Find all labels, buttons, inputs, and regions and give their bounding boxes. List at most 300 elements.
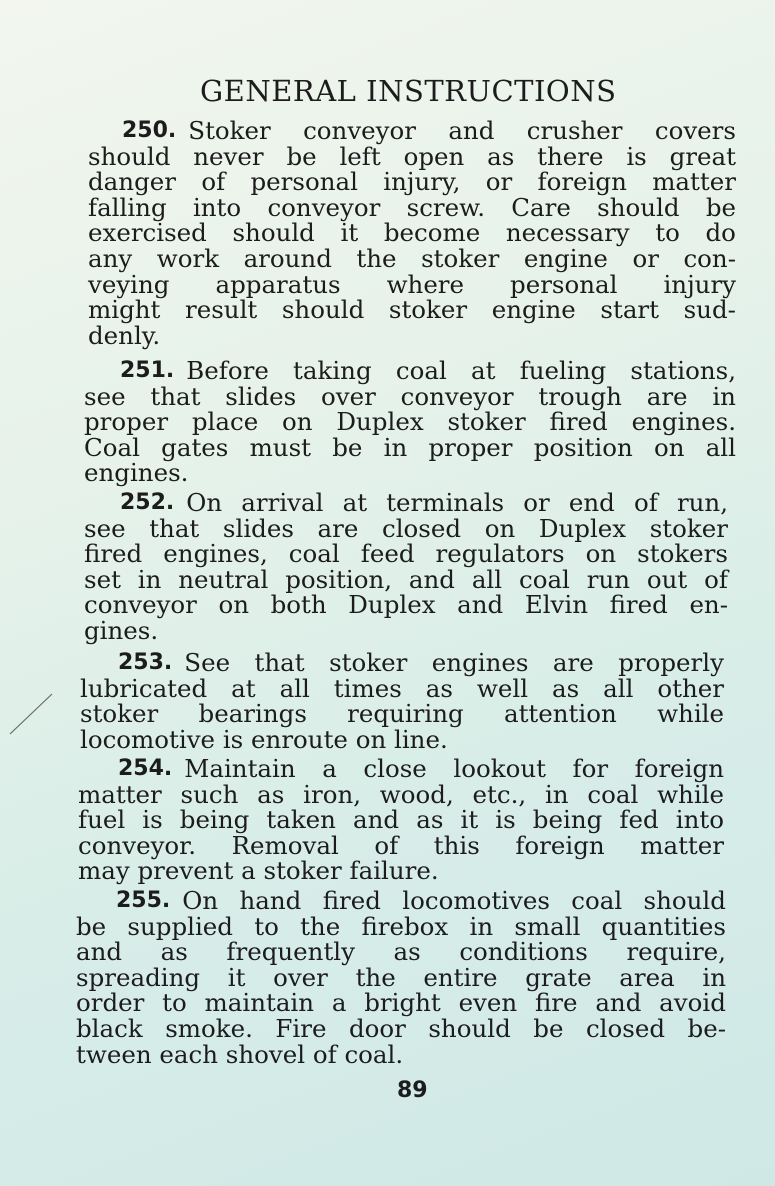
word: stoker (447, 407, 526, 437)
word: screw. (406, 192, 485, 222)
text-run: tween each shovel of coal. (76, 1039, 404, 1069)
word: conveyor (267, 192, 381, 222)
word: work (156, 244, 220, 273)
word: at (471, 356, 496, 385)
word: the (355, 962, 396, 992)
text-run: denly. (88, 320, 161, 350)
word: con- (683, 244, 736, 273)
word: fired (549, 407, 608, 437)
paragraph-number: 255. (116, 888, 171, 913)
word: while (657, 699, 724, 729)
text-run: gines. (84, 616, 159, 645)
word: apparatus (215, 269, 341, 299)
word: and (448, 116, 495, 145)
word: personal (510, 269, 618, 299)
word: danger (88, 167, 176, 197)
text-run (88, 220, 736, 246)
word: sud- (683, 295, 736, 325)
word: covers (654, 116, 736, 145)
word: being (179, 805, 250, 835)
word: it (340, 218, 359, 248)
text-run (88, 246, 736, 272)
word: are (552, 648, 594, 677)
word: Duplex (348, 590, 436, 620)
word: foreign (634, 754, 724, 783)
word: that (254, 648, 305, 677)
word: should (232, 218, 315, 248)
word: stoker (421, 244, 500, 273)
word: engine (523, 244, 608, 273)
word: are (317, 513, 359, 543)
word: fired (84, 539, 143, 569)
text-run (186, 358, 736, 384)
text-run (88, 141, 736, 171)
word: etc., (472, 779, 527, 809)
word: area (619, 962, 675, 992)
text-run (84, 513, 728, 543)
paragraph-number: 254. (118, 756, 173, 781)
word: small (514, 911, 581, 941)
word: requiring (347, 699, 464, 729)
word: proper (84, 407, 169, 437)
word: stations, (630, 356, 736, 385)
word: as (160, 937, 188, 967)
word: place (191, 407, 259, 437)
paragraph-number: 253. (118, 650, 173, 675)
word: trough (538, 381, 622, 411)
word: matter (652, 167, 736, 197)
text-line (118, 756, 724, 782)
word: become (383, 218, 481, 248)
word: black (76, 1014, 143, 1043)
word: to (254, 911, 279, 941)
word: engines (431, 648, 529, 677)
text-line (84, 564, 728, 594)
text-run (78, 807, 724, 833)
word: conditions (459, 937, 588, 967)
word: regulators (435, 539, 565, 569)
word: quantities (601, 911, 726, 941)
text-line (84, 513, 728, 543)
word: entire (423, 962, 498, 992)
word: en- (689, 590, 728, 620)
word: firebox (361, 911, 449, 941)
word: that (149, 513, 200, 543)
word: as (425, 673, 453, 703)
word: exercised (88, 218, 207, 248)
word: neutral (178, 564, 269, 594)
word: as (393, 937, 421, 967)
text-run (84, 592, 728, 618)
word: to (162, 988, 187, 1018)
word: On (186, 488, 223, 517)
word: stoker (329, 648, 408, 677)
word: closed (585, 1014, 666, 1043)
text-line (88, 220, 736, 246)
word: iron, (303, 779, 362, 809)
text-line (118, 650, 724, 676)
text-line (116, 888, 726, 914)
word: be (705, 192, 736, 222)
text-run (78, 830, 724, 860)
word: wood, (379, 779, 454, 809)
word: stokers (637, 539, 728, 569)
word: on (653, 432, 685, 462)
text-line (76, 1039, 404, 1069)
paragraph-number: 252. (120, 490, 175, 515)
text-run (76, 962, 726, 992)
word: out (646, 564, 688, 594)
word: run, (676, 488, 728, 517)
word: on (282, 407, 313, 437)
word: as (257, 779, 285, 809)
word: be (76, 911, 107, 941)
word: both (270, 590, 327, 620)
word: Removal (231, 830, 339, 860)
word: as (416, 805, 444, 835)
text-run (84, 564, 728, 594)
word: supplied (127, 911, 233, 941)
word: gates (161, 432, 229, 462)
word: of (201, 167, 226, 197)
word: bright (364, 988, 441, 1018)
word: Duplex (336, 407, 424, 437)
word: run (586, 564, 631, 594)
word: into (675, 805, 724, 835)
text-run (76, 990, 726, 1016)
word: and (353, 805, 400, 835)
word: all (705, 432, 736, 462)
word: On (182, 886, 219, 915)
word: a (331, 988, 347, 1018)
word: the (356, 244, 397, 273)
text-line (76, 962, 726, 992)
word: stoker (80, 699, 159, 729)
text-run (84, 432, 736, 462)
word: should (428, 1014, 511, 1043)
word: Before (186, 356, 269, 385)
word: properly (618, 648, 724, 677)
word: coal (571, 886, 623, 915)
word: foreign (537, 167, 627, 197)
text-line (78, 858, 439, 884)
word: all (603, 673, 634, 703)
word: great (669, 141, 736, 171)
text-run (84, 381, 736, 411)
word: other (657, 673, 724, 703)
word: on (585, 539, 617, 569)
text-line (76, 911, 726, 941)
word: on (218, 590, 250, 620)
word: stoker (388, 295, 468, 325)
word: should (597, 192, 680, 222)
word: position (533, 432, 633, 462)
word: engine (491, 295, 576, 325)
text-line (84, 618, 158, 644)
word: see (84, 513, 126, 543)
word: result (185, 295, 258, 325)
text-line (76, 1016, 726, 1042)
word: left (339, 141, 381, 171)
paragraph-number: 250. (122, 118, 177, 143)
word: lookout (453, 754, 546, 783)
word: close (363, 754, 427, 783)
word: it (460, 805, 479, 835)
text-run (88, 297, 736, 323)
word: Care (511, 192, 571, 222)
word: and (595, 988, 642, 1018)
word: fired (322, 886, 381, 915)
word: be (286, 141, 317, 171)
text-line (88, 246, 736, 272)
word: times (333, 673, 402, 703)
word: set (84, 564, 121, 594)
word: attention (503, 699, 617, 729)
word: slides (222, 513, 294, 543)
word: fueling (519, 356, 607, 385)
word: arrival (241, 488, 324, 517)
word: terminals (386, 488, 505, 517)
text-line (84, 432, 736, 462)
text-line (80, 701, 724, 727)
word: should (88, 141, 171, 171)
paragraph-number: 251. (120, 358, 175, 383)
word: engines. (631, 407, 736, 437)
word: door (348, 1014, 406, 1043)
word: spreading (76, 962, 201, 992)
word: never (193, 141, 264, 171)
word: personal (250, 167, 358, 197)
word: on (484, 513, 516, 543)
word: is (495, 805, 516, 835)
word: for (572, 754, 609, 783)
text-run: may prevent a stoker failure. (78, 856, 439, 886)
text-line (80, 724, 448, 754)
word: coal (288, 539, 340, 569)
word: injury (663, 269, 736, 299)
word: conveyor. (78, 830, 196, 860)
text-run (182, 888, 726, 914)
word: bearings (198, 699, 307, 729)
word: do (705, 218, 736, 248)
word: hand (239, 886, 302, 915)
word: fired (609, 590, 668, 620)
word: is (626, 141, 647, 171)
text-run (88, 169, 736, 195)
word: as (552, 673, 580, 703)
text-run (80, 673, 724, 703)
word: necessary (505, 218, 630, 248)
word: must (249, 432, 312, 462)
text-line (80, 673, 724, 703)
text-line (122, 118, 736, 144)
word: locomotives (402, 886, 550, 915)
text-line (88, 269, 736, 299)
word: smoke. (165, 1014, 253, 1043)
text-line (88, 297, 736, 323)
word: lubricated (80, 673, 208, 703)
word: Coal (84, 432, 140, 462)
text-run (186, 490, 728, 516)
word: proper (428, 432, 513, 462)
word: Duplex (538, 513, 627, 543)
word: at (231, 673, 256, 703)
text-run (188, 118, 736, 144)
word: over (273, 962, 328, 992)
word: it (227, 962, 246, 992)
word: is (142, 805, 163, 835)
text-run (76, 911, 726, 941)
page-title: GENERAL INSTRUCTIONS (200, 74, 617, 108)
text-run (76, 939, 726, 965)
word: and (408, 564, 455, 594)
word: engines, (163, 539, 268, 569)
word: being (532, 805, 603, 835)
word: open (403, 141, 465, 171)
word: or (632, 244, 659, 273)
text-run (84, 409, 736, 435)
text-line (76, 990, 726, 1016)
word: in (712, 381, 736, 411)
text-line (78, 779, 724, 809)
word: end (568, 488, 615, 517)
word: injury, (383, 167, 461, 197)
word: fire (534, 988, 578, 1018)
word: the (300, 911, 341, 941)
word: might (88, 295, 161, 325)
word: matter (78, 779, 162, 809)
word: require, (626, 937, 726, 967)
word: conveyor (303, 116, 416, 145)
word: while (657, 779, 724, 809)
word: start (600, 295, 659, 325)
text-line (78, 807, 724, 833)
word: this (433, 830, 480, 860)
word: where (386, 269, 465, 299)
word: fuel (78, 805, 126, 835)
text-run (76, 1016, 726, 1042)
text-run: engines. (84, 458, 189, 488)
word: conveyor (84, 590, 197, 620)
text-line (84, 409, 736, 435)
word: coal (587, 779, 639, 809)
word: coal (518, 564, 570, 594)
text-line (88, 169, 736, 195)
word: or (523, 488, 550, 517)
word: be (533, 1014, 564, 1043)
word: see (84, 381, 126, 411)
text-run (84, 541, 728, 567)
word: veying (88, 269, 170, 299)
text-line (76, 939, 726, 965)
word: maintain (204, 988, 315, 1018)
word: of (704, 564, 728, 594)
text-run (88, 192, 736, 222)
word: Fire (275, 1014, 327, 1043)
word: at (342, 488, 368, 517)
text-line (84, 460, 188, 486)
word: foreign (515, 830, 605, 860)
text-line (84, 541, 728, 567)
text-line (84, 592, 728, 618)
word: be (332, 432, 363, 462)
text-line (88, 141, 736, 171)
word: be- (687, 1014, 726, 1043)
text-run (78, 779, 724, 809)
word: all (471, 564, 503, 594)
word: should (643, 886, 726, 915)
word: well (476, 673, 529, 703)
word: slides (225, 381, 297, 411)
word: grate (525, 962, 592, 992)
word: that (150, 381, 201, 411)
word: avoid (659, 988, 726, 1018)
text-run (184, 650, 724, 676)
text-line (88, 320, 161, 350)
text-line (78, 830, 724, 860)
word: frequently (226, 937, 355, 967)
word: or (485, 167, 513, 197)
word: matter (640, 830, 724, 860)
text-line (120, 358, 736, 384)
text-line (84, 381, 736, 411)
word: closed (381, 513, 462, 543)
word: there (537, 141, 604, 171)
word: are (646, 381, 688, 411)
word: around (243, 244, 332, 273)
word: such (180, 779, 239, 809)
word: Elvin (524, 590, 588, 620)
word: taken (266, 805, 336, 835)
word: in (544, 779, 569, 809)
word: should (281, 295, 365, 325)
text-run (184, 756, 724, 782)
word: falling (88, 192, 167, 222)
text-run (88, 269, 736, 299)
word: stoker (649, 513, 728, 543)
pencil-mark (0, 690, 60, 750)
text-line (88, 192, 736, 222)
word: fed (619, 805, 659, 835)
word: into (192, 192, 242, 222)
word: in (383, 432, 408, 462)
word: as (487, 141, 515, 171)
word: crusher (526, 116, 623, 145)
word: See (184, 648, 231, 677)
word: conveyor (400, 381, 514, 411)
word: Stoker (188, 116, 271, 145)
word: Maintain (184, 754, 296, 783)
word: in (702, 962, 726, 992)
word: any (88, 244, 133, 273)
word: coal (395, 356, 447, 385)
word: even (458, 988, 518, 1018)
word: and (76, 937, 123, 967)
word: of (374, 830, 399, 860)
word: feed (360, 539, 415, 569)
word: position, (285, 564, 393, 594)
word: taking (293, 356, 372, 385)
word: to (655, 218, 680, 248)
word: order (76, 988, 145, 1018)
word: over (321, 381, 376, 411)
text-run: locomotive is enroute on line. (80, 724, 448, 754)
word: a (322, 754, 337, 783)
word: all (279, 673, 310, 703)
word: of (633, 488, 658, 517)
text-run (80, 701, 724, 727)
page-number: 89 (397, 1078, 428, 1103)
